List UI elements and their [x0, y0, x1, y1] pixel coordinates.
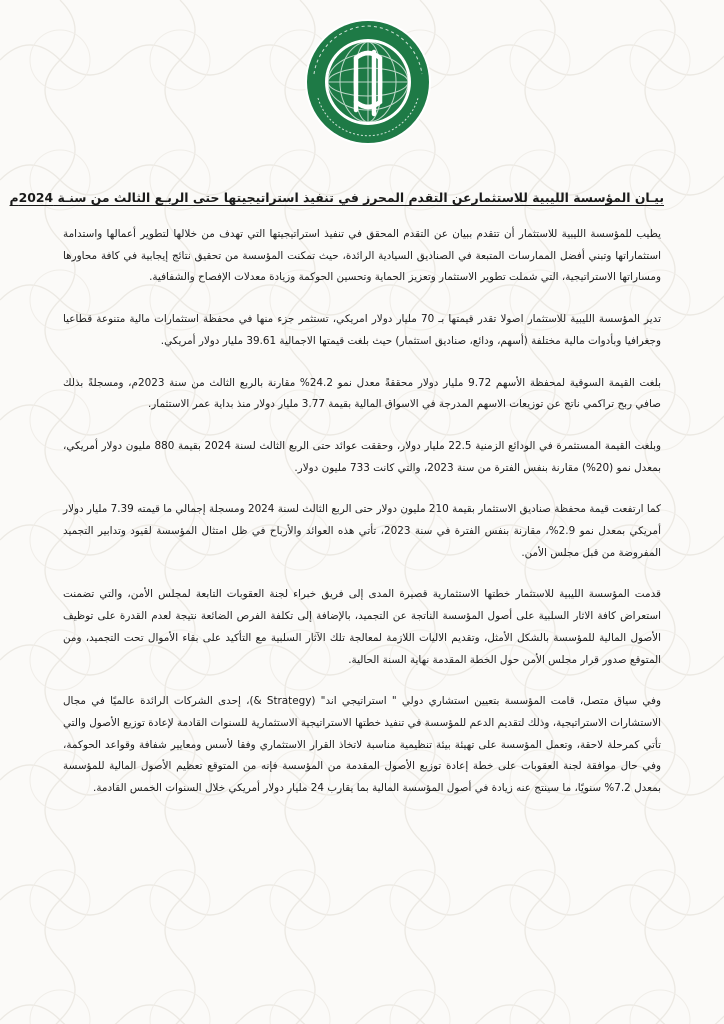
paragraph-equities: بلغت القيمة السوقية لمحفظة الأسهم 9.72 مليار دولار محققةً معدل نمو 24.2% مقارنة بالربع الثالث من سنة 2023م، ومسجلةً بذلك صافي ربح تراكمي ناتج عن توزيعات الاسهم المدرجة في الاسواق المالية بقيمة 3.77 مليار دولار منذ بداية عمر الاستثمار. [63, 376, 662, 411]
paragraph-sanctions-plan: قدمت المؤسسة الليبية للاستثمار خطتها الاستثمارية قصيرة المدى إلى فريق خبراء لجنة العقوبات التابعة لمجلس الأمن، والتي تضمنت استعراض كافة الاثار السلبية على أصول المؤسسة الناتجة عن التجميد، بالإضافة إلى تكلفة الفرص الضائعة نتيجة لعدم القدرة على توظيف الأصول المالية للمؤسسة بالشكل الأمثل، وتقديم الاليات اللازمة لمعالجة تلك الآثار السلبية مع التأكيد على بقاء الأموال تحت التجميد، ومن المتوقع صدور قرار مجلس الأمن حول الخطة المقدمة نهاية السنة الحالية. [63, 588, 661, 666]
paragraph-intro: يطيب للمؤسسة الليبية للاستثمار أن تتقدم ببيان عن التقدم المحقق في تنفيذ استراتيجيتها التي تهدف من خلالها لتطوير أعمالها واستدامة استثماراتها وتبني أفضل الممارسات المتبعة في الصناديق السيادية الرائدة، حيث تمكنت المؤسسة من تحقيق نتائج إيجابية في كافة محاورها ومساراتها الاستراتيجية، التي شملت تطوير الاستثمار وتعزيز الحماية وتحسين الحوكمة وزيادة معدلات الإفصاح والشفافية. [63, 228, 661, 284]
paragraph-consultant: وفي سياق متصل، قامت المؤسسة بتعيين استشاري دولي " استراتيجي اند" (Strategy &)، إحدى الشركات الرائدة عالميًا في مجال الاستشارات الاستراتيجية، وذلك لتقديم الدعم للمؤسسة في تنفيذ خطتها الاستراتيجية الاستثمارية للسنوات القادمة لإعادة توزيع الأصول والتي تأتي كمرحلة لاحقة، وتعمل المؤسسة على تهيئة بيئة تنظيمية مناسبة لاتخاذ القرار الاستثماري وفقا لأسس ومعايير شفافة وقواعد الحوكمة، وفي حال موافقة لجنة العقوبات على خطة إعادة توزيع الأصول المقدمة من المؤسسة فإنه من المتوقع تعظيم الأصول المالية للمؤسسة بمعدل 7.2% سنويًا، ما سينتج عنه زيادة في أصول المؤسسة المالية بما يقارب 24 مليار دولار أمريكي خلال السنوات الخمس القادمة. [63, 695, 661, 795]
paragraph-funds: كما ارتفعت قيمة محفظة صناديق الاستثمار بقيمة 210 مليون دولار حتى الربع الثالث لسنة 2024 ومسجلة إجمالي ما قيمته 7.39 مليار دولار أمريكي بمعدل نمو 2.9%، مقارنة بنفس الفترة في سنة 2023، تأتي هذه العوائد والأرباح في ظل امتثال المؤسسة لقيود وتدابير التجميد المفروضة من قبل مجلس الأمن. [63, 503, 662, 559]
statement-body [63, 224, 661, 800]
lia-logo [304, 18, 432, 146]
lia-logo-icon [304, 18, 432, 146]
paragraph-assets: تدير المؤسسة الليبية للاستثمار اصولا تقدر قيمتها بـ 70 مليار دولار امريكي، تستثمر جزء منها في محفظة استثمارات مالية متنوعة قطاعيا وجغرافيا وبأدوات مالية مختلفة (أسهم، ودائع، صناديق استثمار) حيث بلغت قيمتها الاجمالية 39.61 مليار دولار أمريكي. [63, 313, 661, 347]
paragraph-deposits: وبلغت القيمة المستثمرة في الودائع الزمنية 22.5 مليار دولار، وحققت عوائد حتى الربع الثالث لسنة 2024 بقيمة 880 مليون دولار أمريكي، بمعدل نمو (20%) مقارنة بنفس الفترة من سنة 2023، والتي كانت 733 مليون دولار. [63, 439, 662, 474]
statement-title: بيـان المؤسسة الليبية للاستثمارعن التقدم المحرز في تنفيذ استراتيجيتها حتى الربـع الثالث من سنـة 2024م [9, 190, 664, 206]
